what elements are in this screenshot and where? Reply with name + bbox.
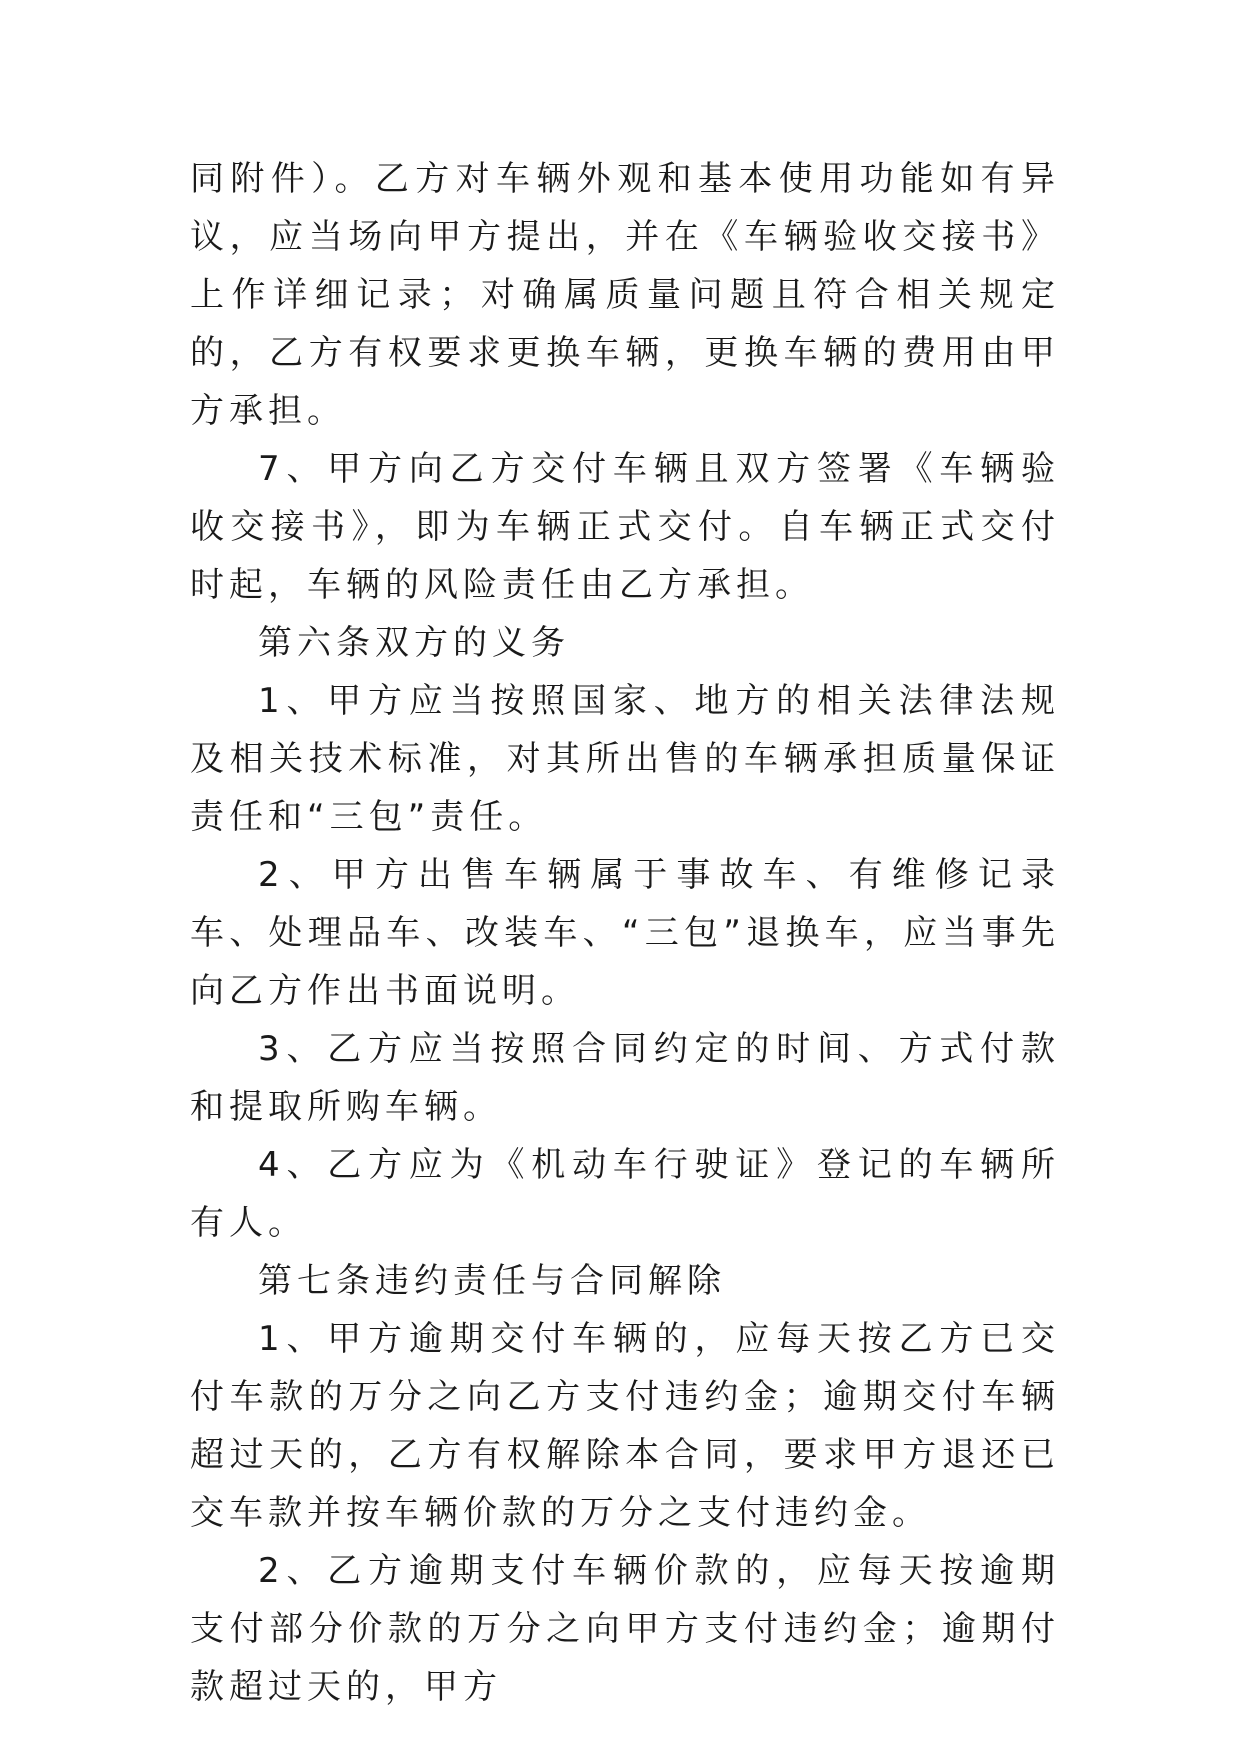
article-6-heading: 第六条双方的义务 <box>258 623 570 663</box>
document-body <box>190 150 1060 1716</box>
article-7-heading: 第七条违约责任与合同解除 <box>258 1261 726 1301</box>
paragraph-clause-7: 7、甲方向乙方交付车辆且双方签署《车辆验收交接书》，即为车辆正式交付。自车辆正式交付时起，车辆的风险责任由乙方承担。 <box>190 449 1060 605</box>
paragraph-article-7-clause-1: 1、甲方逾期交付车辆的，应每天按乙方已交付车款的万分之向乙方支付违约金；逾期交付车辆超过天的，乙方有权解除本合同，要求甲方退还已交车款并按车辆价款的万分之支付违约金。 <box>190 1319 1060 1533</box>
paragraph-article-6-clause-3: 3、乙方应当按照合同约定的时间、方式付款和提取所购车辆。 <box>190 1029 1060 1127</box>
paragraph-article-6-clause-1: 1、甲方应当按照国家、地方的相关法律法规及相关技术标准，对其所出售的车辆承担质量保证责任和“三包”责任。 <box>190 681 1060 837</box>
paragraph-1: 同附件）。乙方对车辆外观和基本使用功能如有异议，应当场向甲方提出，并在《车辆验收交接书》上作详细记录；对确属质量问题且符合相关规定的，乙方有权要求更换车辆，更换车辆的费用由甲方承担。 <box>190 159 1060 431</box>
paragraph-article-7-clause-2: 2、乙方逾期支付车辆价款的，应每天按逾期支付部分价款的万分之向甲方支付违约金；逾期付款超过天的，甲方 <box>190 1551 1060 1707</box>
paragraph-article-6-clause-4: 4、乙方应为《机动车行驶证》登记的车辆所有人。 <box>190 1145 1060 1243</box>
paragraph-article-6-clause-2: 2、甲方出售车辆属于事故车、有维修记录车、处理品车、改装车、“三包”退换车，应当事先向乙方作出书面说明。 <box>190 855 1060 1011</box>
